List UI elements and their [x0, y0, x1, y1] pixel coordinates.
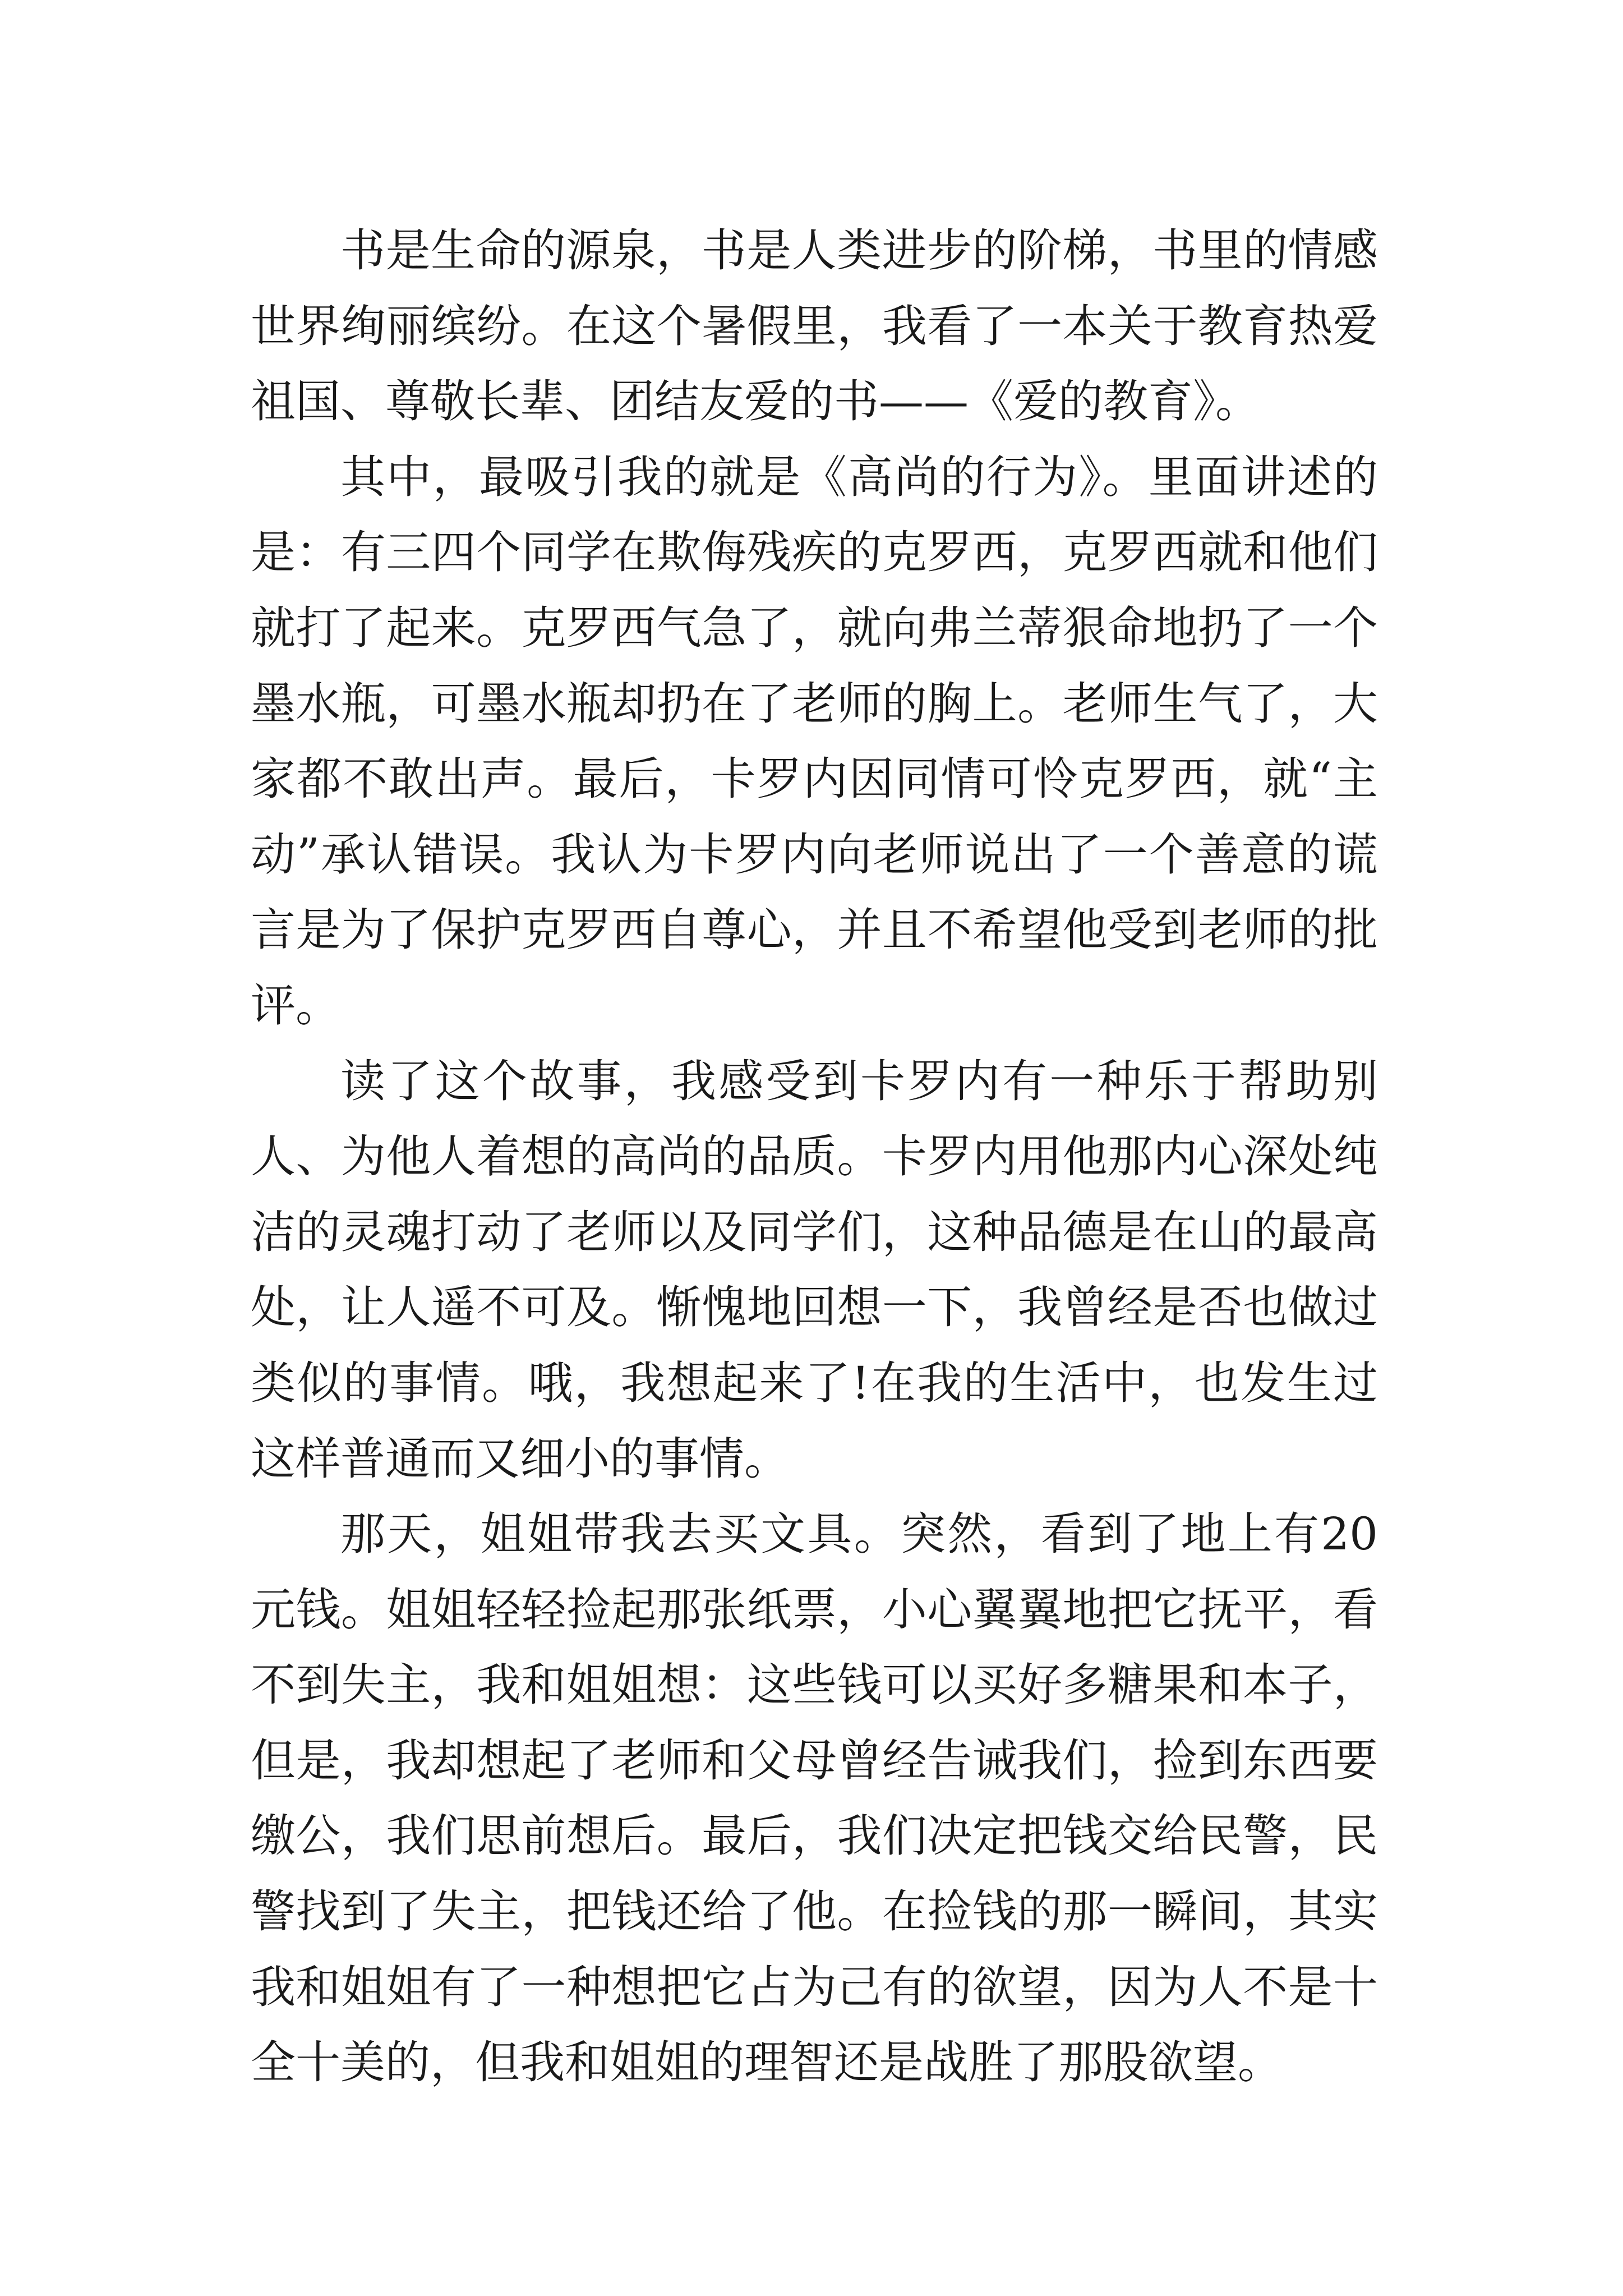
paragraph-2: 其中，最吸引我的就是《高尚的行为》。里面讲述的是：有三四个同学在欺侮残疾的克罗西，克罗西就和他们就打了起来。克罗西气急了，就向弗兰蒂狠命地扔了一个墨水瓶，可墨水瓶却扔在了老师的胸上。老师生气了，大家都不敢出声。最后，卡罗内因同情可怜克罗西，就“主动”承认错误。我认为卡罗内向老师说出了一个善意的谎言是为了保护克罗西自尊心，并且不希望他受到老师的批评。: [251, 450, 1378, 1032]
paragraph-1: 书是生命的源泉，书是人类进步的阶梯，书里的情感世界绚丽缤纷。在这个暑假里，我看了一本关于教育热爱祖国、尊敬长辈、团结友爱的书——《爱的教育》。: [251, 224, 1378, 428]
paragraph-3: 读了这个故事，我感受到卡罗内有一种乐于帮助别人、为他人着想的高尚的品质。卡罗内用他那内心深处纯洁的灵魂打动了老师以及同学们，这种品德是在山的最高处，让人遥不可及。惭愧地回想一下，我曾经是否也做过类似的事情。哦，我想起来了!在我的生活中，也发生过这样普通而又细小的事情。: [251, 1055, 1378, 1485]
document-body: [251, 213, 1378, 2101]
paragraph-4: 那天，姐姐带我去买文具。突然，看到了地上有20元钱。姐姐轻轻捡起那张纸票，小心翼翼地把它抚平，看不到失主，我和姐姐想：这些钱可以买好多糖果和本子，但是，我却想起了老师和父母曾经告诫我们，捡到东西要缴公，我们思前想后。最后，我们决定把钱交给民警，民警找到了失主，把钱还给了他。在捡钱的那一瞬间，其实我和姐姐有了一种想把它占为己有的欲望，因为人不是十全十美的，但我和姐姐的理智还是战胜了那股欲望。: [251, 1508, 1378, 2089]
